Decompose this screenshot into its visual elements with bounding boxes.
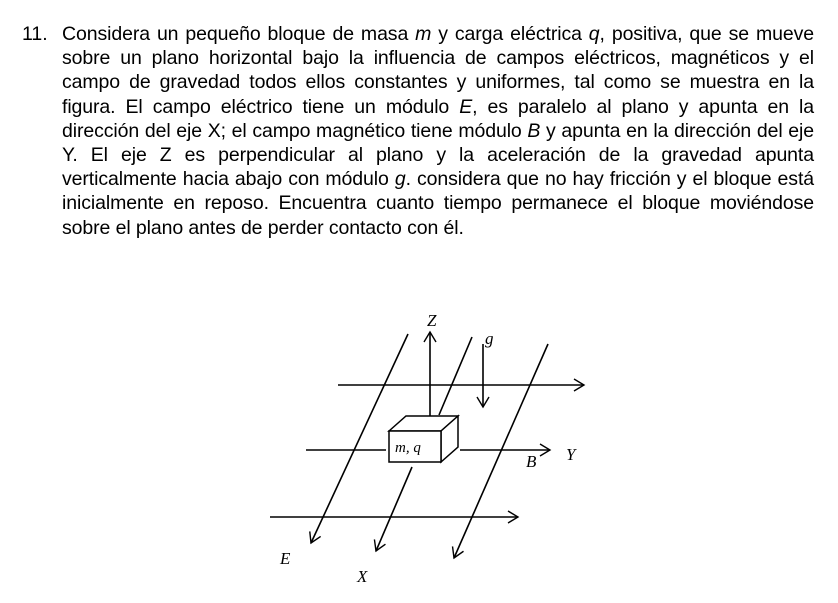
field-diagram <box>262 304 602 594</box>
y-axis-label: Y <box>566 445 576 464</box>
statement-variable: q <box>588 23 600 45</box>
electric-field-label: E <box>280 549 291 568</box>
statement-variable: E <box>459 95 473 118</box>
statement-variable: m <box>415 23 432 45</box>
statement-variable: g <box>394 168 406 191</box>
magnetic-field-label: B <box>526 452 537 471</box>
e-field-line-middle-top <box>439 337 472 415</box>
x-axis-label: X <box>357 567 368 586</box>
e-field-line-right <box>454 344 548 558</box>
problem-11 <box>22 22 814 240</box>
problem-statement <box>62 22 814 240</box>
e-field-line-middle-bottom <box>376 467 412 551</box>
block-label: m, q <box>395 440 421 456</box>
statement-text: , positiva, que se mueve sobre un plano horizontal bajo la influencia de campos eléctricos, magnéticos y el campo de gravedad todos ellos constantes y uniformes, tal como se muestra en la figura. El campo eléctrico tiene un módulo <box>62 23 814 118</box>
statement-text: y carga eléctrica <box>431 23 589 45</box>
statement-text: Considera un pequeño bloque de masa <box>62 23 416 45</box>
problem-number: 11. <box>22 23 48 45</box>
statement-variable: B <box>527 119 541 142</box>
z-axis-label: Z <box>427 311 437 330</box>
gravity-label: g <box>485 329 494 348</box>
statement-text: y apunta en la dirección del eje Y. El eje Z es perpendicular al plano y la aceleración de la gravedad apunta verticalmente hacia abajo con módulo <box>62 119 814 191</box>
statement-text: , es paralelo al plano y apunta en la dirección del eje X; el campo magnético tiene módulo <box>62 95 814 142</box>
statement-text: . considera que no hay fricción y el bloque está inicialmente en reposo. Encuentra cuanto tiempo permanece el bloque moviéndose sobre el plano antes de perder contacto con él. <box>62 168 815 239</box>
